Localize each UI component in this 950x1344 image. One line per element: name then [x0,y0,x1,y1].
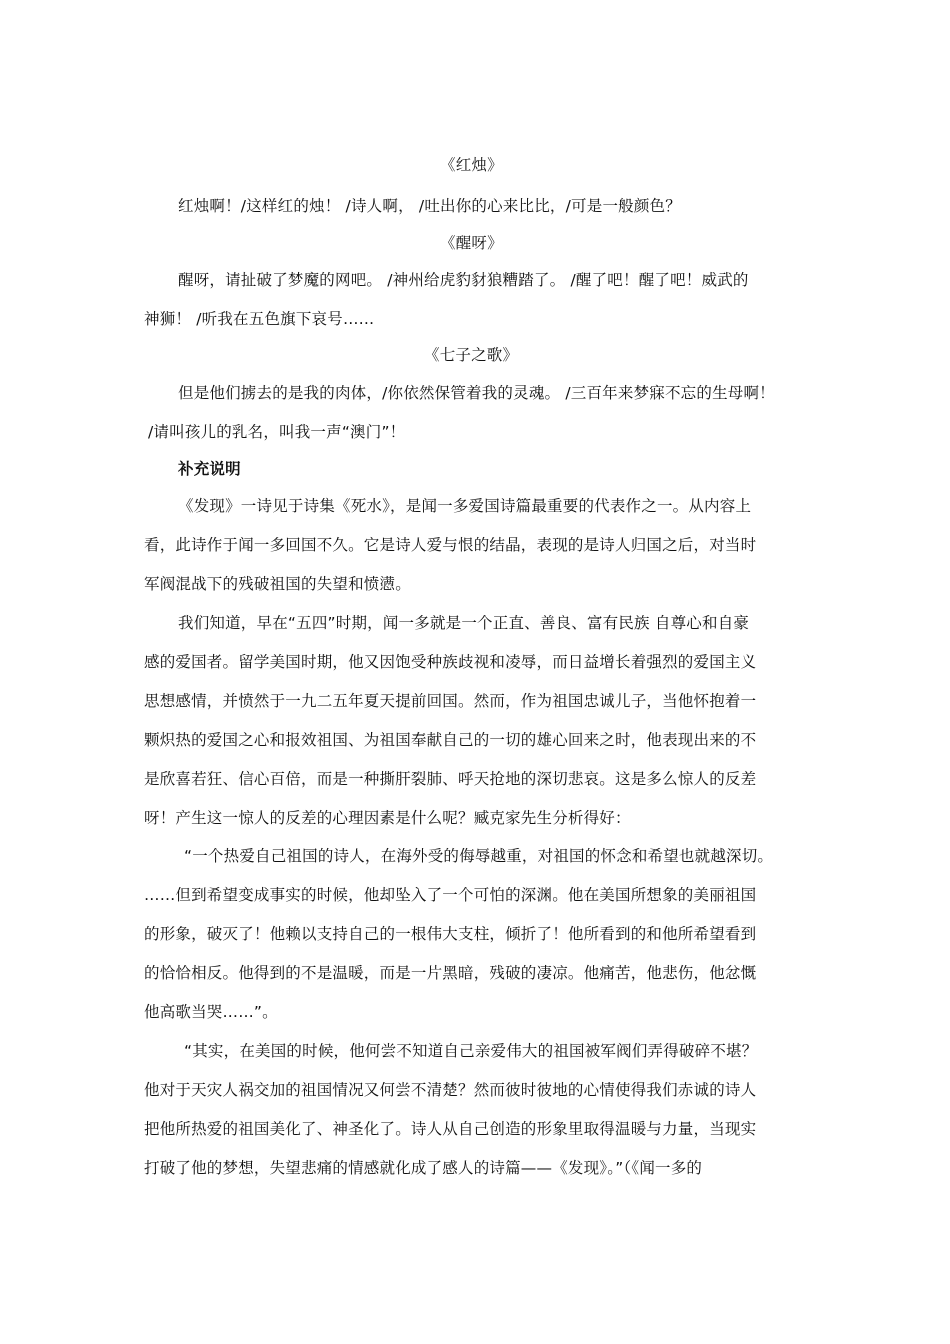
paragraph-line: 《发现》一诗见于诗集《死水》，是闻一多爱国诗篇最重要的代表作之一。从内容上 [178,497,752,515]
poem-title-qizizhige: 《七子之歌》 [424,346,519,364]
paragraph-line: 他高歌当哭……”。 [144,1003,278,1021]
paragraph-line: “其实，在美国的时候，他何尝不知道自己亲爱伟大的祖国被军阀们弄得破碎不堪？ [184,1042,758,1060]
paragraph-line: 的恰恰相反。他得到的不是温暖，而是一片黑暗，残破的凄凉。他痛苦，他悲伤，他忿慨 [144,964,757,982]
paragraph-line: 感的爱国者。留学美国时期，他又因饱受种族歧视和凌辱，而日益增长着强烈的爱国主义 [144,653,757,671]
paragraph-line: 我们知道，早在“五四”时期，闻一多就是一个正直、善良、富有民族 自尊心和自豪 [178,614,750,632]
poem-line: 醒呀，请扯破了梦魔的网吧。 /神州给虎豹豺狼糟踏了。 /醒了吧！醒了吧！威武的 [178,271,749,289]
poem-title-hongzhu: 《红烛》 [440,156,503,174]
paragraph-line: 军阀混战下的残破祖国的失望和愤懑。 [144,575,411,593]
paragraph-line: ……但到希望变成事实的时候，他却坠入了一个可怕的深渊。他在美国所想象的美丽祖国 [144,886,757,904]
paragraph-line: 呀！产生这一惊人的反差的心理因素是什么呢？臧克家先生分析得好： [144,809,631,827]
poem-title-xingya: 《醒呀》 [440,234,503,252]
paragraph-line: 是欣喜若狂、信心百倍，而是一种撕肝裂肺、呼天抢地的深切悲哀。这是多么惊人的反差 [144,770,757,788]
paragraph-line: 看，此诗作于闻一多回国不久。它是诗人爱与恨的结晶，表现的是诗人归国之后，对当时 [144,536,757,554]
paragraph-line: 颗炽热的爱国之心和报效祖国、为祖国奉献自己的一切的雄心回来之时，他表现出来的不 [144,731,757,749]
poem-line: 红烛啊！/这样红的烛！ /诗人啊， /吐出你的心来比比，/可是一般颜色？ [178,197,681,215]
poem-line: /请叫孩儿的乳名，叫我一声“澳门”！ [148,423,406,441]
section-heading: 补充说明 [178,460,241,478]
poem-line: 神狮！ /听我在五色旗下哀号…… [144,310,375,328]
paragraph-line: 把他所热爱的祖国美化了、神圣化了。诗人从自己创造的形象里取得温暖与力量，当现实 [144,1120,757,1138]
paragraph-line: “一个热爱自己祖国的诗人，在海外受的侮辱越重，对祖国的怀念和希望也就越深切。 [184,847,774,865]
poem-line: 但是他们掳去的是我的肉体，/你依然保管着我的灵魂。 /三百年来梦寐不忘的生母啊！ [178,384,775,402]
paragraph-line: 打破了他的梦想，失望悲痛的情感就化成了感人的诗篇——《发现》。”（《闻一多的 [144,1159,703,1177]
paragraph-line: 他对于天灾人祸交加的祖国情况又何尝不清楚？然而彼时彼地的心情使得我们赤诚的诗人 [144,1081,757,1099]
paragraph-line: 思想感情，并愤然于一九二五年夏天提前回国。然而，作为祖国忠诚儿子，当他怀抱着一 [144,692,757,710]
paragraph-line: 的形象，破灭了！他赖以支持自己的一根伟大支柱，倾折了！他所看到的和他所希望看到 [144,925,757,943]
